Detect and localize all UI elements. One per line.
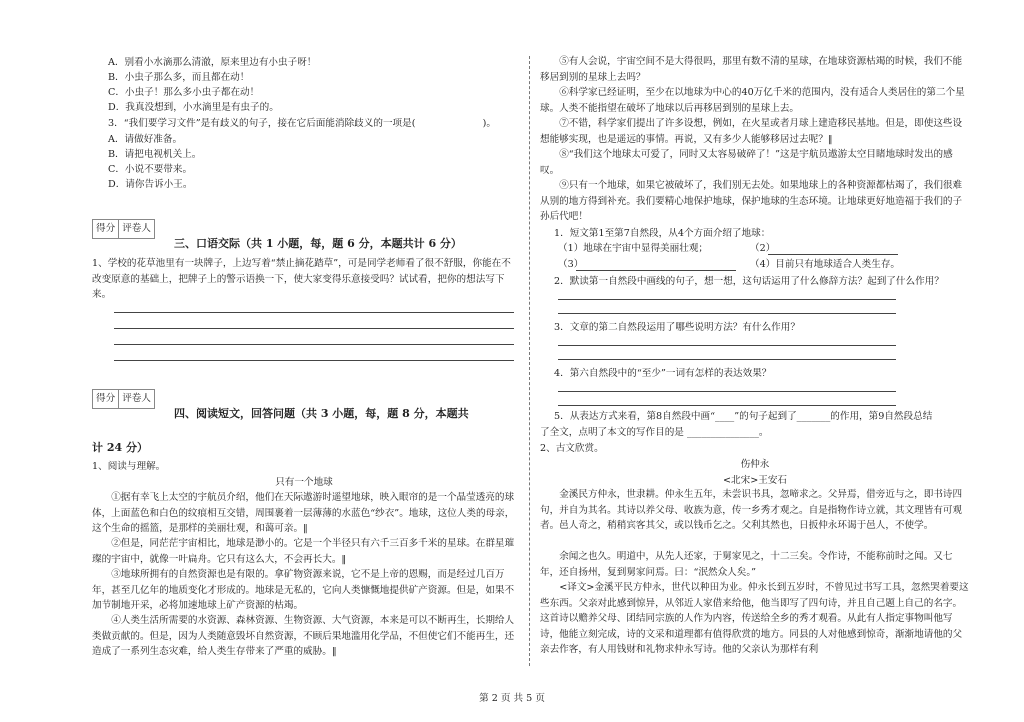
answer-line[interactable] (558, 391, 896, 392)
q2-option-d: D．我真没想到，小水滴里是有虫子的。 (108, 102, 279, 113)
answer-line[interactable] (558, 345, 896, 346)
passage-para-4: ④人类生活所需要的水资源、森林资源、生物资源、大气资源，本来是可以不断再生，长期给人类做贡献的。但是，因为人类随意毁坏自然资源，不顾后果地滥用化学品，不但使它们不能再生，还造成了一系列生态灾难，给人类生存带来了严重的威胁。‖ (92, 615, 515, 658)
q3-option-b: B．请把电视机关上。 (108, 149, 202, 160)
classical-intro: 2、古文欣赏。 (540, 443, 604, 454)
q2-option-c: C．小虫子！那么多小虫子都在动！ (108, 87, 260, 98)
question-5-line2: 了全文，点明了本文的写作目的是 _______________。 (540, 427, 769, 438)
classical-author: <北宋>王安石 (722, 475, 788, 486)
passage-title: 只有一个地球 (275, 477, 333, 488)
passage-para-2: ②但是，同茫茫宇宙相比，地球是渺小的。它是一个半径只有六千三百多千米的星球。在群星璀璨的宇宙中，就像一叶扁舟。它只有这么大，不会再长大。‖ (92, 538, 515, 565)
q3-option-c: C．小说不要带来。 (108, 164, 193, 175)
classical-title: 伤仲永 (740, 459, 770, 470)
q2-option-a: A．别看小水滴那么清澈，原来里边有小虫子呀！ (108, 57, 317, 68)
q1-item-1: （1）地球在宇宙中显得美丽壮观； (558, 243, 709, 254)
section3-title: 三、口语交际（共 1 小题，每，题 6 分，本题共计 6 分） (174, 237, 462, 250)
q1-item-2: （2） (750, 243, 776, 254)
reading-intro: 1、阅读与理解。 (92, 461, 166, 472)
score-box (92, 219, 155, 239)
question-5-line1: 5．从表达方式来看，第8自然段中画“____”的句子起到了_______的作用，第9自然段总结 (554, 411, 933, 422)
q1-blank-2[interactable] (768, 254, 898, 255)
answer-line[interactable] (558, 359, 896, 360)
q3-option-d: D．请你告诉小王。 (108, 179, 193, 190)
score-label: 得分 (93, 220, 119, 238)
section4-title: 四、阅读短文，回答问题（共 3 小题，每，题 8 分，本题共 (174, 407, 469, 420)
q2-option-b: B．小虫子那么多，而且都在动！ (108, 72, 250, 83)
column-divider (529, 56, 530, 666)
question-2: 2．默读第一自然段中画线的句子，想一想，这句话运用了什么修辞方法？起到了什么作用？ (554, 276, 944, 287)
passage-para-5: ⑤有人会说，宇宙空间不是大得很吗，那里有数不清的星球，在地球资源枯竭的时候，我们不能移居到别的星球上去吗？ (540, 56, 963, 83)
q1-item-4: （4）目前只有地球适合人类生存。 (750, 259, 901, 270)
passage-para-6: ⑥科学家已经证明，至少在以地球为中心的40万亿千米的范围内，没有适合人类居住的第二个星球。人类不能指望在破坏了地球以后再移居到别的星球上去。 (540, 87, 965, 114)
q3-prompt: 3．“我们要学习文件”是有歧义的句子，接在它后面能消除歧义的一项是( )。 (108, 118, 496, 129)
page-footer: 第 2 页 共 5 页 (479, 693, 545, 704)
grader-label: 评卷人 (122, 223, 151, 234)
classical-para-3: <译文>金溪平民方仲永，世代以种田为业。仲永长到五岁时，不曾见过书写工具，忽然哭着要这些东西。父亲对此感到惊异，从邻近人家借来给他，他当即写了四句诗，并且自己题上自己的名字。这首诗以赡养父母、团结同宗族的人作为内容，传送给全乡的秀才观看。从此有人指定事物叫他写诗，他能立刻完成，诗的文采和道理都有值得欣赏的地方。同县的人对他感到惊奇，渐渐地请他的父亲去作客，有人用钱财和礼物求仲永写诗。他的父亲认为那样有利 (540, 582, 969, 656)
q1-blank-3[interactable] (576, 270, 736, 271)
q3-option-a: A．请做好准备。 (108, 134, 183, 145)
score-box (92, 389, 155, 409)
passage-para-8: ⑧“我们这个地球太可爱了，同时又太容易破碎了！”这是宇航员遨游太空目睹地球时发出的感叹。 (540, 149, 953, 176)
passage-para-7: ⑦不错，科学家们提出了许多设想，例如，在火星或者月球上建造移民基地。但是，即使这些设想能够实现，也是遥远的事情。再说，又有多少人能够移居过去呢？‖ (540, 118, 963, 145)
question-4: 4．第六自然段中的“至少”一词有怎样的表达效果？ (554, 368, 772, 379)
section3-question: 1、学校的花草池里有一块牌子，上边写着“禁止摘花踏草”，可是同学老师看了很不舒服，你能在不改变原意的基础上，把牌子上的警示语换一下，使大家变得乐意接受吗？试试看，把你的想法写下来。 (92, 258, 511, 301)
score-label: 得分 (93, 390, 119, 408)
grader-label: 评卷人 (122, 393, 151, 404)
passage-para-3: ③地球所拥有的自然资源也是有限的。拿矿物资源来说，它不是上帝的恩赐，而是经过几百万年，甚至几亿年的地质变化才形成的。地球是无私的，它向人类慷慨地提供矿产资源。但是，如果不加节制地开采，必将加速地球上矿产资源的枯竭。 (92, 569, 515, 612)
answer-line[interactable] (114, 312, 514, 313)
question-1: 1．短文第1至第7自然段，从4个方面介绍了地球： (554, 228, 771, 239)
answer-line[interactable] (114, 344, 514, 345)
answer-line[interactable] (558, 313, 896, 314)
answer-line[interactable] (114, 328, 514, 329)
classical-para-1: 金溪民方仲永，世隶耕。仲永生五年，未尝识书具，忽啼求之。父异焉，借旁近与之，即书诗四句，并自为其名。其诗以养父母、收族为意，传一乡秀才观之。自是指物作诗立就，其文理皆有可观者。邑人奇之，稍稍宾客其父，或以钱币乞之。父利其然也，日扳仲永环谒于邑人，不使学。 (540, 489, 963, 532)
answer-line[interactable] (558, 299, 896, 300)
classical-para-2: 余闻之也久。明道中，从先人还家，于舅家见之，十二三矣。令作诗，不能称前时之闻。又七年，还自扬州，复到舅家问焉。曰：“泯然众人矣。” (540, 551, 953, 578)
question-3: 3．文章的第二自然段运用了哪些说明方法？有什么作用？ (554, 322, 800, 333)
answer-line[interactable] (114, 360, 514, 361)
passage-para-9: ⑨只有一个地球，如果它被破坏了，我们别无去处。如果地球上的各种资源都枯竭了，我们很难从别的地方得到补充。我们要精心地保护地球，保护地球的生态环境。让地球更好地造福于我们的子孙后代吧！ (540, 180, 963, 223)
answer-line[interactable] (558, 405, 896, 406)
section4-title-cont: 计 24 分） (92, 441, 148, 454)
passage-para-1: ①据有幸飞上太空的宇航员介绍，他们在天际遨游时遥望地球，映入眼帘的是一个晶莹透亮的球体，上面蓝色和白色的纹痕相互交错，周围裹着一层薄薄的水蓝色“纱衣”。地球，这位人类的母亲，这个生命的摇篮，是那样的美丽壮观，和蔼可亲。‖ (92, 492, 515, 535)
q1-item-3: （3） (558, 259, 584, 270)
